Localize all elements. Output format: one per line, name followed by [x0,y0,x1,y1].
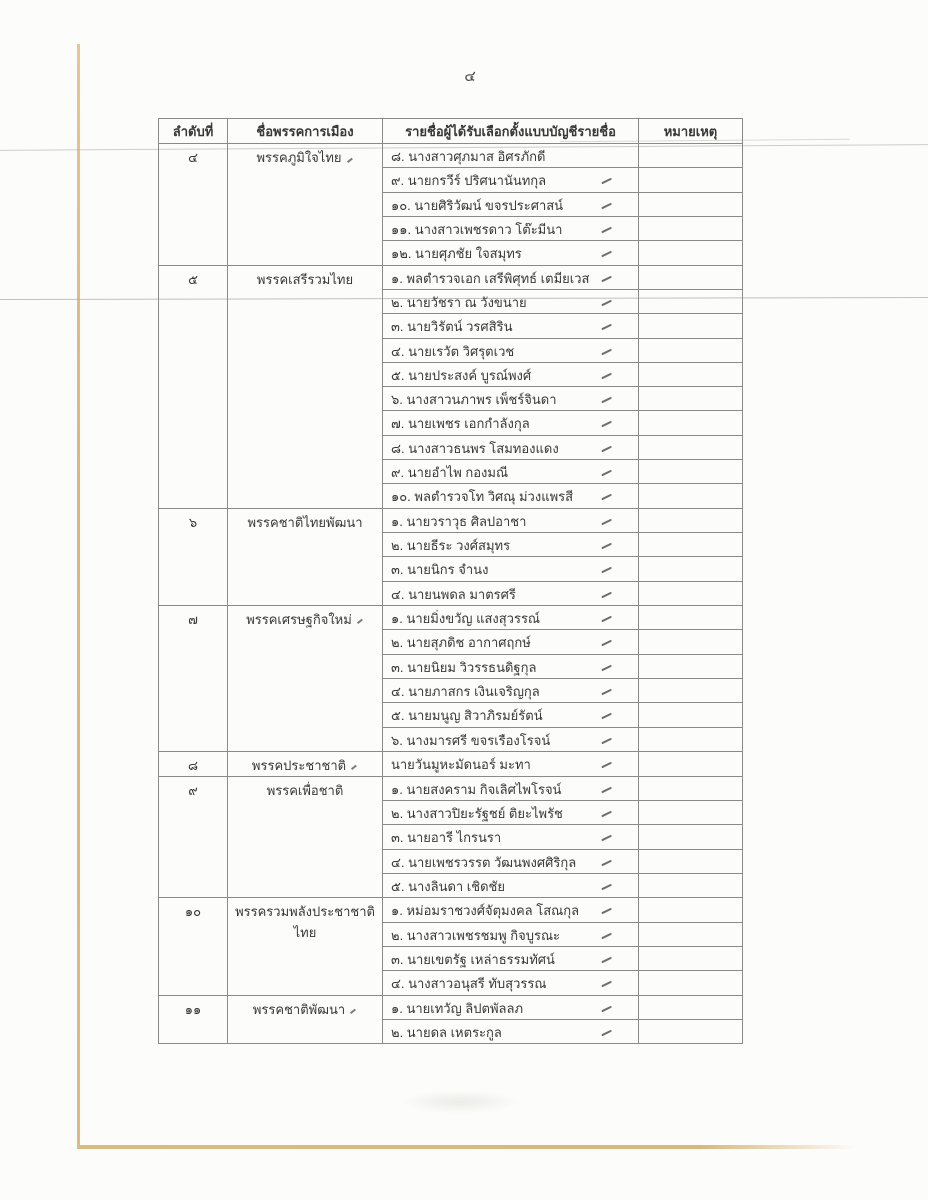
checkmark [601,786,612,792]
checkmark [601,1030,612,1036]
candidate-cell [383,971,639,995]
candidate-cell [383,654,639,678]
checkmark [601,494,612,500]
remarks-cell [639,1019,743,1043]
candidate-cell [383,995,639,1019]
handwritten-mark [351,765,357,770]
candidate-name: ๔. นายนพดล มาตรศรี [391,586,516,602]
remarks-cell [639,314,743,338]
candidate-cell [383,435,639,459]
candidate-cell [383,411,639,435]
candidate-name: ๑๐. พลตำรวจโท วิศณุ ม่วงแพรสี [391,489,574,505]
checkmark [601,372,612,378]
checkmark [601,981,612,987]
remarks-cell [639,362,743,386]
candidate-name: ๕. นายมนูญ สิวาภิรมย์รัตน์ [391,708,543,724]
candidate-cell [383,727,639,751]
remarks-cell [639,947,743,971]
remarks-cell [639,192,743,216]
table-row [159,898,743,922]
candidate-cell [383,362,639,386]
paper-edge-left [77,44,80,1148]
party-name-cell [228,508,383,605]
checkmark [601,275,612,281]
candidate-cell [383,630,639,654]
checkmark [601,543,612,549]
remarks-cell [639,874,743,898]
remarks-cell [639,849,743,873]
checkmark [601,324,612,330]
party-index-cell: ๖ [159,508,228,605]
col-header-index: ลำดับที่ [159,119,228,144]
candidate-cell [383,216,639,240]
party-name: พรรคเพื่อชาติ [266,782,344,798]
checkmark [601,737,612,743]
candidate-name: นายวันมูหะมัดนอร์ มะทา [391,756,531,772]
candidate-name: ๓. นายนิกร จำนง [391,562,489,578]
party-name: พรรคประชาชาติ [251,757,347,773]
party-index-cell: ๙ [159,776,228,898]
party-name: พรรคเสรีรวมไทย [256,271,354,287]
checkmark [601,470,612,476]
candidate-cell [383,874,639,898]
candidate-name: ๗. นายเพชร เอกกำลังกุล [391,416,530,432]
remarks-cell [639,581,743,605]
remarks-cell [639,825,743,849]
candidate-name: ๑๒. นายศุภชัย ใจสมุทร [391,246,522,262]
party-name-cell [228,776,383,898]
candidate-name: ๑. นายวราวุธ ศิลปอาชา [391,513,527,529]
candidate-cell [383,338,639,362]
checkmark [601,251,612,257]
remarks-cell [639,776,743,800]
candidate-cell [383,533,639,557]
remarks-cell [639,387,743,411]
candidate-name: ๖. นางสาวนภาพร เพ็ชร์จินดา [391,392,557,408]
checkmark [601,397,612,403]
candidate-cell [383,605,639,629]
candidate-name: ๒. นายสุภดิช อากาศฤกษ์ [391,635,531,651]
checkmark [601,835,612,841]
remarks-cell [639,216,743,240]
remarks-cell [639,289,743,313]
candidate-cell [383,947,639,971]
checkmark [601,640,612,646]
candidate-name: ๖. นางมารศรี ขจรเรืองโรจน์ [391,732,551,748]
candidate-cell [383,557,639,581]
candidate-name: ๙. นายกรวีร์ ปริศนานันทกุล [391,173,547,189]
party-index-cell: ๘ [159,751,228,776]
checkmark [601,518,612,524]
remarks-cell [639,411,743,435]
party-index-cell: ๑๑ [159,995,228,1044]
party-index-cell: ๔ [159,144,228,266]
table-row [159,605,743,629]
candidate-name: ๔. นางสาวอนุสรี ทับสุวรรณ [391,976,547,992]
remarks-cell [639,801,743,825]
candidate-name: ๔. นายภาสกร เงินเจริญกุล [391,683,540,699]
candidate-name: ๑๑. นางสาวเพชรดาว โต๊ะมีนา [391,221,563,237]
checkmark [601,421,612,427]
paper-edge-bottom [77,1145,857,1149]
remarks-cell [639,922,743,946]
remarks-cell [639,435,743,459]
candidate-name: ๓. นายอารี ไกรนรา [391,830,502,846]
candidate-name: ๑. หม่อมราชวงศ์จัตุมงคล โสณกุล [391,903,580,919]
party-name-cell [228,751,383,776]
remarks-cell [639,630,743,654]
candidate-cell [383,241,639,265]
checkmark [601,348,612,354]
candidate-name: ๑. พลตำรวจเอก เสรีพิศุทธ์ เตมียเวส [391,270,590,286]
candidate-cell [383,801,639,825]
party-name: พรรคเศรษฐกิจใหม่ [246,611,352,627]
candidate-cell [383,849,639,873]
party-name: พรรครวมพลังประชาชาติไทย [235,904,375,941]
remarks-cell [639,168,743,192]
candidate-name: ๙. นายอำไพ กองมณี [391,465,509,481]
remarks-cell [639,995,743,1019]
remarks-cell [639,460,743,484]
checkmark [601,859,612,865]
remarks-cell [639,484,743,508]
candidate-name: ๓. นายเขตรัฐ เหล่าธรรมทัศน์ [391,952,555,967]
candidate-cell [383,898,639,922]
candidate-name: ๔. นายเพชรวรรต วัฒนพงศศิริกุล [391,854,577,870]
checkmark [601,908,612,914]
remarks-cell [639,144,743,168]
checkmark [601,178,612,184]
checkmark [601,761,612,767]
remarks-cell [639,241,743,265]
remarks-cell [639,508,743,532]
party-name: พรรคชาติพัฒนา [252,1001,346,1017]
candidate-cell [383,168,639,192]
candidate-name: ๓. นายวิรัตน์ วรศสิริน [391,319,513,335]
party-name-cell [228,144,383,266]
col-header-remarks: หมายเหตุ [639,119,743,144]
remarks-cell [639,678,743,702]
party-index-cell: ๕ [159,265,228,508]
checkmark [601,445,612,451]
party-name: พรรคภูมิใจไทย [256,150,342,165]
remarks-cell [639,605,743,629]
candidate-name: ๕. นางลินดา เชิดชัย [391,879,505,895]
candidate-cell [383,387,639,411]
candidate-name: ๑. นายสงคราม กิจเลิศไพโรจน์ [391,781,562,797]
candidate-cell [383,484,639,508]
candidate-cell [383,703,639,727]
candidate-cell [383,192,639,216]
candidate-name: ๘. นางสาวศุภมาส อิศรภักดี [391,149,546,164]
party-index-cell: ๗ [159,605,228,751]
remarks-cell [639,703,743,727]
table-row [159,508,743,532]
header-row [159,119,743,144]
candidate-cell [383,265,639,289]
candidate-cell [383,144,639,168]
remarks-cell [639,971,743,995]
table-body [159,144,743,1044]
checkmark [601,567,612,573]
col-header-candidates: รายชื่อผู้ได้รับเลือกตั้งแบบบัญชีรายชื่อ [383,119,639,144]
table-row [159,995,743,1019]
checkmark [601,689,612,695]
checkmark [601,884,612,890]
checkmark [601,957,612,963]
candidate-cell [383,314,639,338]
candidate-name: ๑. นายเทวัญ ลิปตพัลลภ [391,1000,524,1016]
party-name-cell [228,995,383,1044]
remarks-cell [639,654,743,678]
table-row [159,144,743,168]
party-name-cell [228,605,383,751]
candidate-cell [383,776,639,800]
candidate-name: ๑. นายมิ่งขวัญ แสงสุวรรณ์ [391,610,540,626]
checkmark [601,591,612,597]
scan-smudge [400,1090,520,1114]
handwritten-mark [350,1009,356,1014]
handwritten-mark [357,619,363,624]
candidate-cell [383,825,639,849]
candidate-cell [383,581,639,605]
table-header [159,119,743,144]
candidate-name: ๒. นางสาวเพชรชมพู กิจบูรณะ [391,927,561,943]
checkmark [601,1005,612,1011]
checkmark [601,932,612,938]
handwritten-mark [346,157,352,162]
page-number: ๔ [464,68,476,85]
candidate-name: ๔. นายเรวัต วิศรุตเวช [391,343,515,359]
checkmark [601,616,612,622]
remarks-cell [639,898,743,922]
table-row [159,265,743,289]
candidate-name: ๑๐. นายศิริวัฒน์ ขจรประศาสน์ [391,197,564,213]
remarks-cell [639,751,743,776]
candidate-name: ๒. นางสาวปิยะรัฐชย์ ติยะไพรัช [391,806,563,822]
candidate-name: ๘. นางสาวธนพร โสมทองแดง [391,440,559,456]
table-row [159,776,743,800]
candidate-name: ๒. นายดล เหตระกูล [391,1024,502,1040]
remarks-cell [639,727,743,751]
remarks-cell [639,557,743,581]
candidate-name: ๓. นายนิยม วิวรรธนดิฐกุล [391,659,537,675]
checkmark [601,713,612,719]
checkmark [601,664,612,670]
checkmark [601,300,612,306]
candidate-cell [383,922,639,946]
candidate-cell [383,678,639,702]
checkmark [601,227,612,233]
candidate-name: ๒. นายวัชรา ณ วังขนาย [391,294,527,310]
checkmark [601,811,612,817]
party-name-cell [228,898,383,995]
party-index-cell: ๑๐ [159,898,228,995]
candidate-name: ๒. นายธีระ วงศ์สมุทร [391,538,511,553]
candidate-cell [383,460,639,484]
candidate-name: ๕. นายประสงค์ บูรณ์พงศ์ [391,367,532,383]
remarks-cell [639,533,743,557]
party-name: พรรคชาติไทยพัฒนา [247,514,363,530]
table-row [159,751,743,776]
col-header-party: ชื่อพรรคการเมือง [228,119,383,144]
candidate-cell [383,289,639,313]
remarks-cell [639,265,743,289]
party-name-cell [228,265,383,508]
candidate-cell [383,508,639,532]
candidates-table [158,118,743,1044]
candidate-cell [383,1019,639,1043]
remarks-cell [639,338,743,362]
candidate-cell [383,751,639,776]
checkmark [601,202,612,208]
